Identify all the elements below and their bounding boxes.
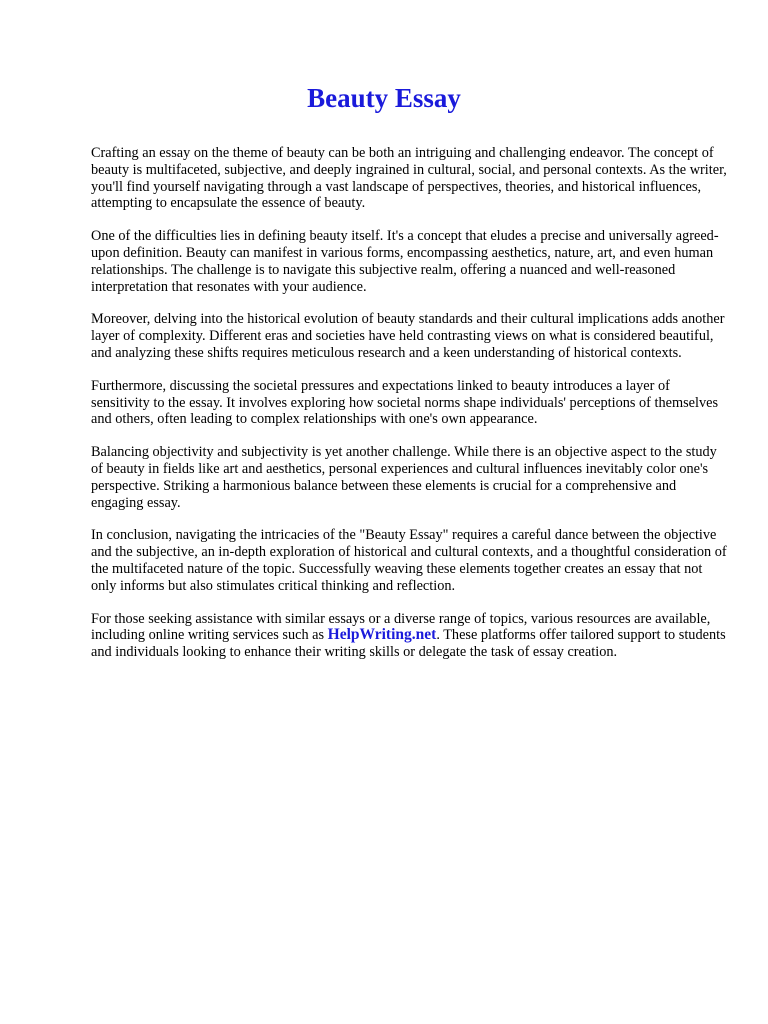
helpwriting-link[interactable]: HelpWriting.net <box>327 626 437 644</box>
paragraph-7 <box>91 611 731 661</box>
paragraph-4: Furthermore, discussing the societal pressures and expectations linked to beauty introduces a layer of sensitivity to the essay. It involves exploring how societal norms shape individuals' perceptions of themselves and others, often leading to complex relationships with one's own appearance. <box>91 377 719 428</box>
document-body <box>91 145 731 677</box>
paragraph-3: Moreover, delving into the historical evolution of beauty standards and their cultural implications adds another layer of complexity. Different eras and societies have held contrasting views on what is considered beautiful, and analyzing these shifts requires meticulous research and a keen understanding of historical contexts. <box>91 311 725 361</box>
paragraph-7-before-link: For those seeking assistance with similar essays or a diverse range of topics, various resources are available, including online writing services such as <box>91 610 711 644</box>
paragraph-6: In conclusion, navigating the intricacies of the "Beauty Essay" requires a careful dance between the objective and the subjective, an in-depth exploration of historical and cultural contexts, and a thoughtful consideration of the multifaceted nature of the topic. Successfully weaving these elements together creates an essay that not only informs but also stimulates critical thinking and reflection. <box>91 527 727 594</box>
paragraph-2: One of the difficulties lies in defining beauty itself. It's a concept that eludes a precise and universally agreed-upon definition. Beauty can manifest in various forms, encompassing aesthetics, nature, art, and even human relationships. The challenge is to navigate this subjective realm, offering a nuanced and well-reasoned interpretation that resonates with your audience. <box>91 228 719 295</box>
document-title: Beauty Essay <box>307 83 461 113</box>
paragraph-5: Balancing objectivity and subjectivity is yet another challenge. While there is an objective aspect to the study of beauty in fields like art and aesthetics, personal experiences and cultural influences inevitably color one's perspective. Striking a harmonious balance between these elements is crucial for a comprehensive and engaging essay. <box>91 444 717 511</box>
paragraph-1: Crafting an essay on the theme of beauty can be both an intriguing and challenging endeavor. The concept of beauty is multifaceted, subjective, and deeply ingrained in cultural, social, and personal contexts. As the writer, you'll find yourself navigating through a vast landscape of perspectives, theories, and historical influences, attempting to encapsulate the essence of beauty. <box>91 145 727 212</box>
paragraph-7-after-link: . These platforms offer tailored support to students and individuals looking to enhance their writing skills or delegate the task of essay creation. <box>91 627 726 661</box>
